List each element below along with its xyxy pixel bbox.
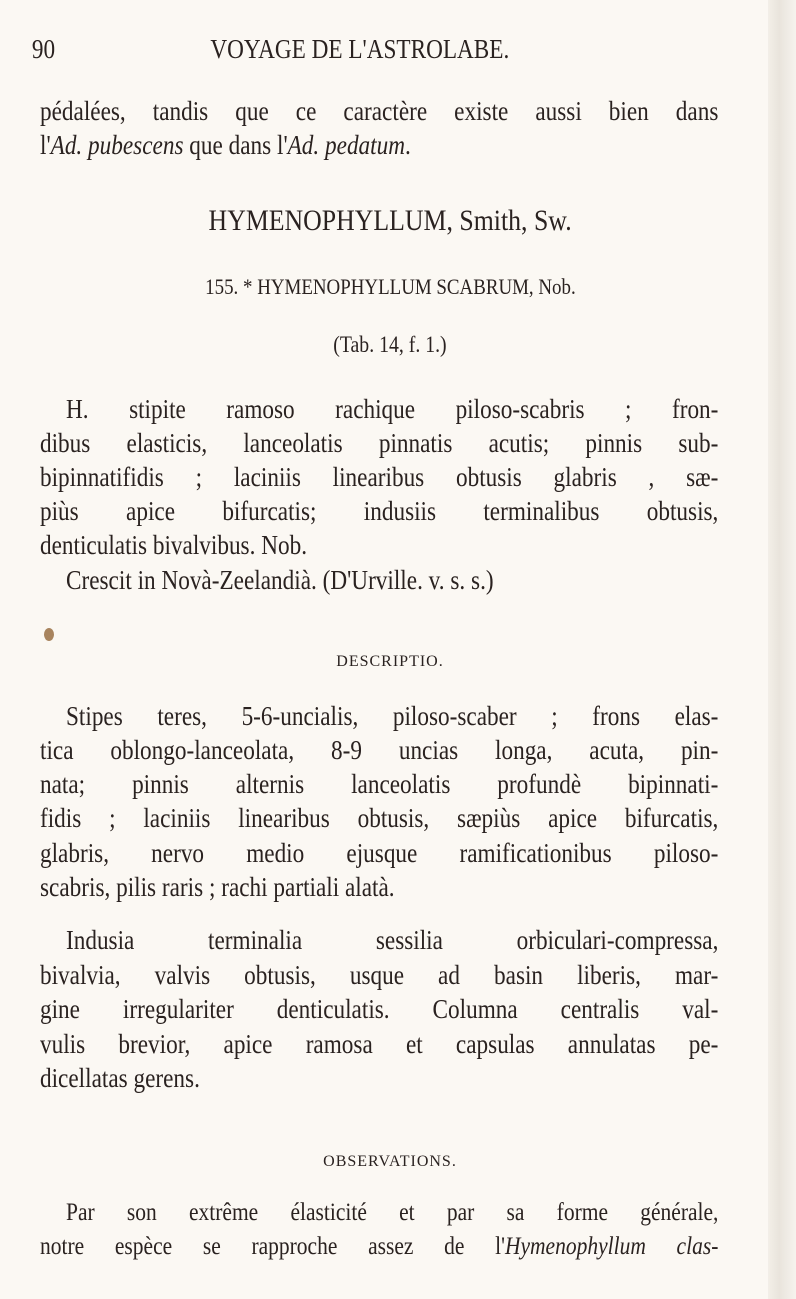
plate-reference: (Tab. 14, f. 1.) xyxy=(333,332,447,357)
observations-heading: OBSERVATIONS. xyxy=(323,1153,457,1170)
descriptio-line: nata; pinnis alternis lanceolatis profundè bipinnati- xyxy=(40,769,719,799)
intro-line: l'Ad. pubescens que dans l'Ad. pedatum. xyxy=(40,130,411,160)
page-number: 90 xyxy=(31,34,56,64)
page-edge xyxy=(768,0,796,1299)
descriptio-line: fidis ; laciniis linearibus obtusis, sæpiùs apice bifurcatis, xyxy=(40,803,719,833)
descriptio-line: glabris, nervo medio ejusque ramificationibus piloso- xyxy=(40,838,719,868)
descriptio-line: scabris, pilis raris ; rachi partiali alatà. xyxy=(40,872,395,902)
diagnosis-line: bipinnatifidis ; laciniis linearibus obtusis glabris , sæ- xyxy=(40,462,719,492)
genus-heading: HYMENOPHYLLUM, Smith, Sw. xyxy=(208,204,572,237)
diagnosis-line: H. stipite ramoso rachique piloso-scabris ; fron- xyxy=(66,394,719,424)
running-title: VOYAGE DE L'ASTROLABE. xyxy=(210,34,510,64)
ink-spot xyxy=(44,628,54,641)
descriptio-line: Stipes teres, 5-6-uncialis, piloso-scaber ; frons elas- xyxy=(66,701,719,731)
indusia-line: gine irregulariter denticulatis. Columna centralis val- xyxy=(40,994,719,1024)
diagnosis-line: piùs apice bifurcatis; indusiis terminalibus obtusis, xyxy=(40,496,719,526)
indusia-line: vulis brevior, apice ramosa et capsulas annulatas pe- xyxy=(40,1029,719,1059)
species-heading: 155. * HYMENOPHYLLUM SCABRUM, Nob. xyxy=(204,274,576,299)
intro-line: pédalées, tandis que ce caractère existe aussi bien dans xyxy=(40,96,719,126)
observations-line: notre espèce se rapproche assez de l'Hymenophyllum clas- xyxy=(40,1233,719,1260)
locality: Crescit in Novà-Zeelandià. (D'Urville. v. s. s.) xyxy=(66,565,494,595)
descriptio-line: tica oblongo-lanceolata, 8-9 uncias longa, acuta, pin- xyxy=(40,735,719,765)
indusia-line: bivalvia, valvis obtusis, usque ad basin liberis, mar- xyxy=(40,960,719,990)
diagnosis-line: denticulatis bivalvibus. Nob. xyxy=(40,530,308,560)
observations-line: Par son extrême élasticité et par sa forme générale, xyxy=(66,1199,719,1226)
indusia-line: Indusia terminalia sessilia orbiculari-compressa, xyxy=(66,925,719,955)
diagnosis-line: dibus elasticis, lanceolatis pinnatis acutis; pinnis sub- xyxy=(40,428,719,458)
descriptio-heading: DESCRIPTIO. xyxy=(336,653,444,670)
indusia-line: dicellatas gerens. xyxy=(40,1063,200,1093)
